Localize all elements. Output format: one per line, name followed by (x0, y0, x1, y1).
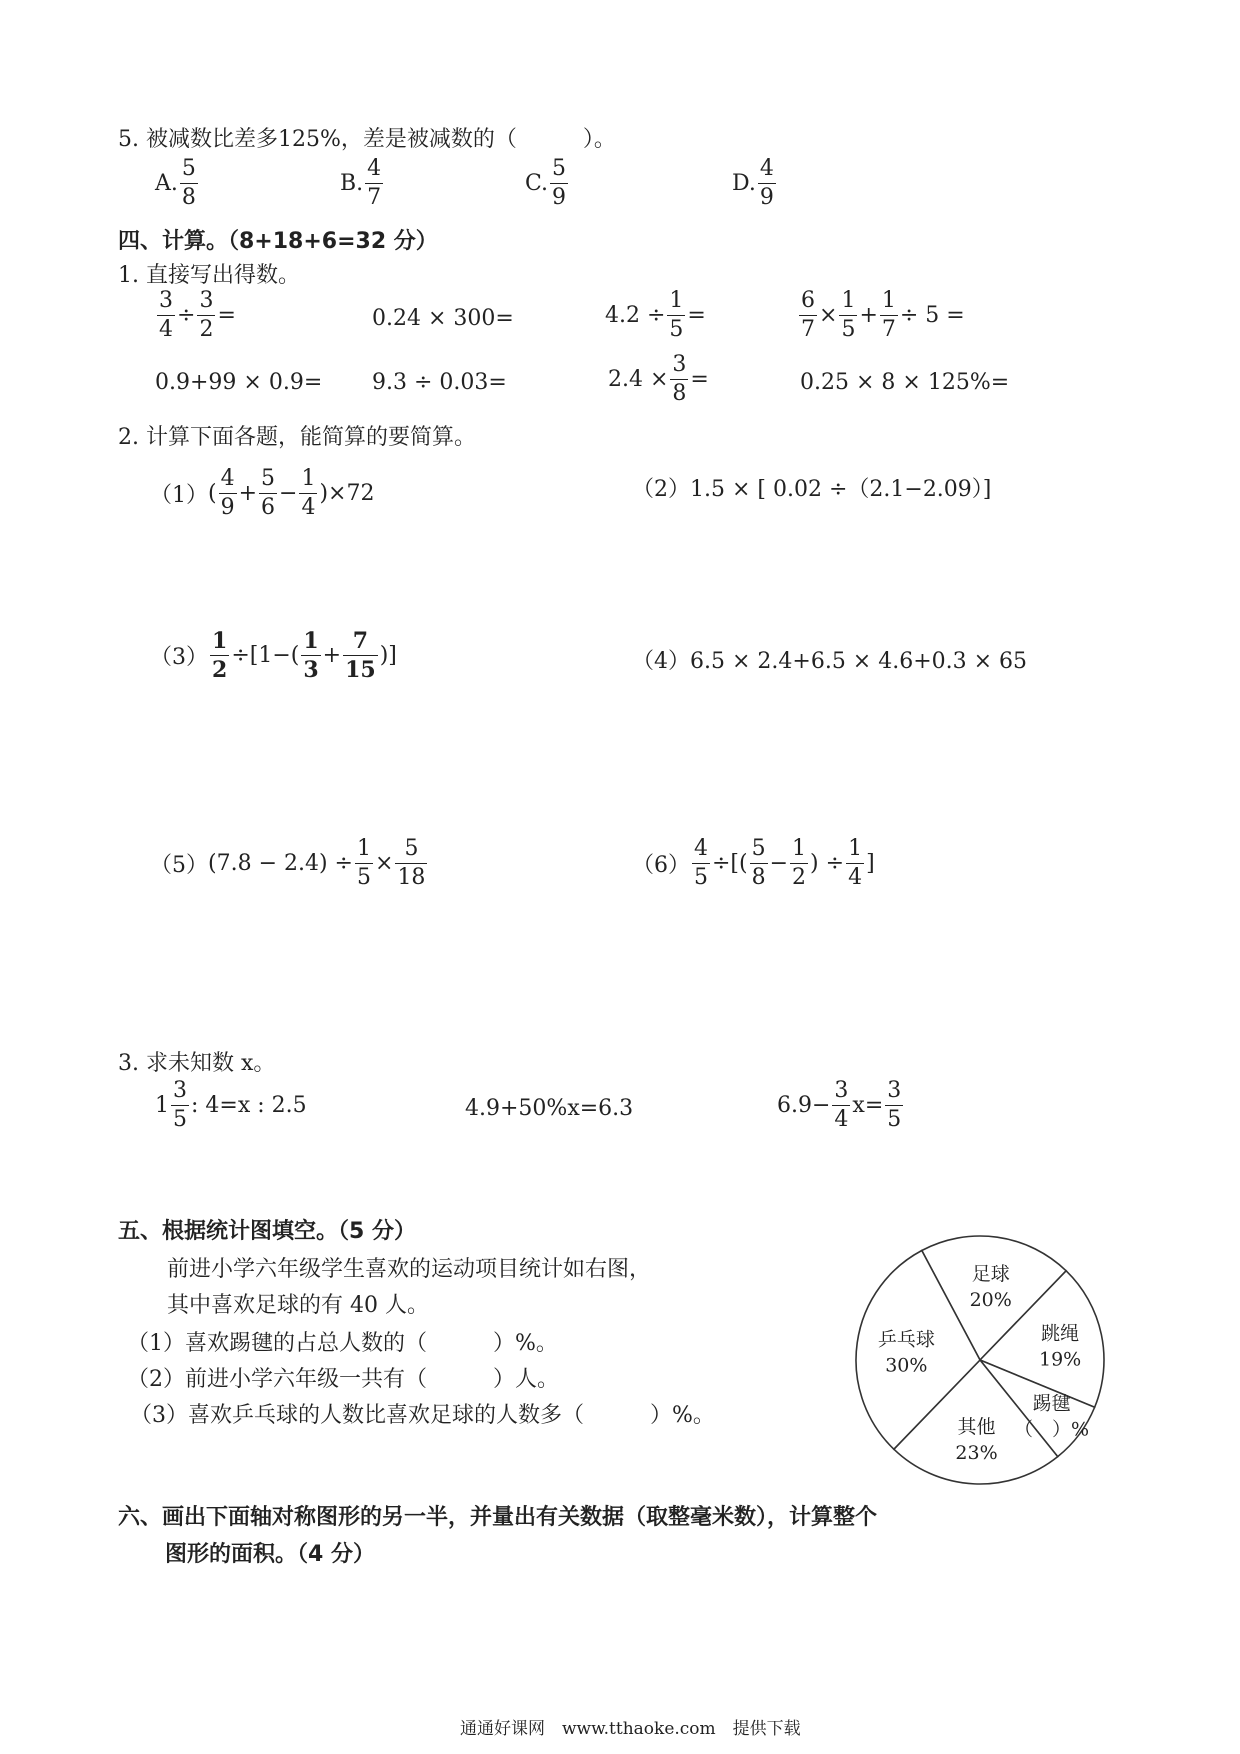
calc-a4: $\frac{6}{7}$ × $\frac{1}{5}$ + $\frac{1}{7}$ ÷ 5 = (801, 288, 965, 342)
section5-question-1: （1）喜欢踢毽的占总人数的（ ）%。 (127, 1331, 558, 1356)
q5-option-a (155, 158, 200, 209)
expr-4: （4）6.5 × 2.4+6.5 × 4.6+0.3 × 65 (632, 649, 1028, 674)
section5-intro-line1: 前进小学六年级学生喜欢的运动项目统计如右图， (167, 1257, 652, 1282)
calc-a1: $\frac{3}{4}$ ÷ $\frac{3}{2}$ = (159, 288, 236, 342)
option-letter: D. (732, 171, 756, 196)
expr-1: （1） ( $\frac{4}{9}$ + $\frac{5}{6}$ − $\frac{1}{4}$ )×72 (150, 466, 375, 520)
equation-2: 4.9+50%x=6.3 (465, 1096, 634, 1121)
equation-3: 6.9− $\frac{3}{4}$ x= $\frac{3}{5}$ (777, 1078, 902, 1132)
fraction: $\frac{4}{7}$ (367, 156, 382, 210)
q5-option-c (525, 158, 570, 209)
pie-slice-percent: （ ）% (1013, 1418, 1090, 1441)
q5-option-b (340, 158, 385, 209)
fraction: $\frac{5}{9}$ (552, 156, 567, 210)
pie-slice-name: 跳绳 (1041, 1322, 1080, 1345)
section5-intro-line2: 其中喜欢足球的有 40 人。 (167, 1293, 429, 1318)
section5-question-2: （2）前进小学六年级一共有（ ）人。 (127, 1367, 559, 1392)
section5-question-3: （3）喜欢乒乓球的人数比喜欢足球的人数多（ ）%。 (130, 1403, 715, 1428)
calc-b1: 0.9+99 × 0.9= (155, 370, 323, 395)
sports-pie-chart (850, 1222, 1130, 1494)
fraction: $\frac{5}{8}$ (181, 156, 196, 210)
expr-2: （2）1.5 × [ 0.02 ÷（2.1−2.09）] (632, 477, 992, 502)
option-letter: C. (525, 171, 549, 196)
section4-part3-title: 3. 求未知数 x。 (118, 1051, 276, 1076)
section6-subtitle: 图形的面积。（4 分） (165, 1542, 375, 1567)
option-letter: B. (340, 171, 364, 196)
section4-title: 四、计算。（8+18+6=32 分） (118, 229, 438, 254)
option-letter: A. (155, 171, 178, 196)
pie-slice-percent: 20% (969, 1288, 1012, 1311)
section4-part1-title: 1. 直接写出得数。 (118, 263, 300, 288)
section4-part2-title: 2. 计算下面各题，能简算的要简算。 (118, 425, 476, 450)
calc-b3: 2.4 × $\frac{3}{8}$ = (608, 352, 709, 406)
fraction: $\frac{4}{9}$ (759, 156, 774, 210)
pie-slice-name: 踢毽 (1032, 1392, 1071, 1415)
expr-3: （3） $\frac{1}{2}$ ÷[1−( $\frac{1}{3}$ + $\frac{7}{15}$ )] (150, 628, 397, 683)
expr-5: （5） (7.8 − 2.4) ÷ $\frac{1}{5}$ × $\frac{5}{18}$ (150, 836, 426, 890)
section5-title: 五、根据统计图填空。（5 分） (118, 1219, 416, 1244)
pie-slice-name: 其他 (957, 1415, 996, 1438)
calc-a3: 4.2 ÷ $\frac{1}{5}$ = (605, 288, 706, 342)
pie-slice-percent: 19% (1038, 1348, 1082, 1371)
section6-title: 六、画出下面轴对称图形的另一半，并量出有关数据（取整毫米数），计算整个 (118, 1505, 878, 1530)
footer-credit: 通通好课网 www.tthaoke.com 提供下载 (460, 1719, 801, 1739)
calc-b2: 9.3 ÷ 0.03= (372, 370, 507, 395)
calc-b4: 0.25 × 8 × 125%= (800, 370, 1010, 395)
q5-option-d (732, 158, 778, 209)
calc-a2: 0.24 × 300= (372, 306, 514, 331)
q5-stem: 5. 被减数比差多125%，差是被减数的（ ）。 (118, 127, 616, 152)
pie-slice-name: 乒乓球 (877, 1328, 935, 1351)
pie-slice-percent: 30% (885, 1354, 928, 1377)
pie-slice-percent: 23% (955, 1441, 998, 1464)
equation-1: 1 $\frac{3}{5}$ : 4=x : 2.5 (155, 1078, 307, 1132)
pie-slice-name: 足球 (971, 1262, 1010, 1285)
expr-6: （6） $\frac{4}{5}$ ÷[( $\frac{5}{8}$ − $\frac{1}{2}$ ) ÷ $\frac{1}{4}$ ] (632, 836, 875, 890)
